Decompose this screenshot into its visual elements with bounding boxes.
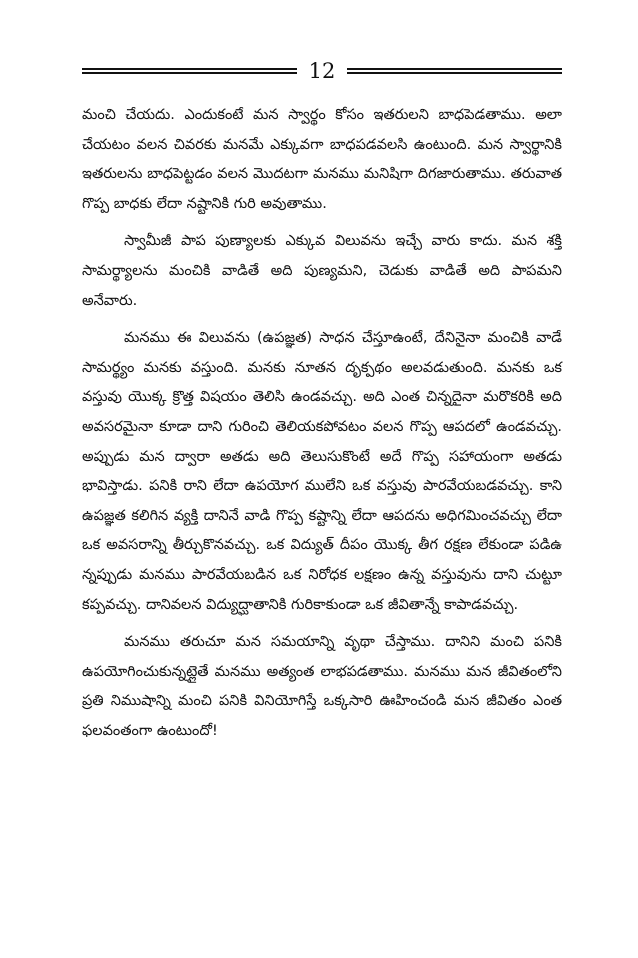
header-rule-right: [347, 68, 562, 74]
header-rule-left: [82, 68, 297, 74]
paragraph-1: మంచి చేయదు. ఎందుకంటే మన స్వార్థం కోసం ఇతరులని బాధపెడతాము. అలా చేయటం వలన చివరకు మనమే ఎక్కువగా బాధపడవలసి ఉంటుంది. మన స్వార్థానికి ఇతరులను బాధపెట్టడం వలన మొదటగా మనము మనిషిగా దిగజారుతాము. తరువాత గొప్ప బాధకు లేదా నష్టానికి గురి అవుతాము.: [82, 107, 562, 212]
paragraph-2: స్వామీజీ పాప పుణ్యాలకు ఎక్కువ విలువను ఇచ్చే వారు కాదు. మన శక్తి సామర్థ్యాలను మంచికి వాడితే అది పుణ్యమని, చెడుకు వాడితే అది పాపమని అనేవారు.: [82, 233, 562, 309]
paragraph-3: మనము ఈ విలువను (ఉపజ్ఞత) సాధన చేస్తూఉంటే, దేనినైనా మంచికి వాడే సామర్థ్యం మనకు వస్తుంది. మనకు నూతన దృక్పథం అలవడుతుంది. మనకు ఒక వస్తువు యొక్క క్రొత్త విషయం తెలిసి ఉండవచ్చు. అది ఎంత చిన్నదైనా మరొకరికి అది అవసరమైనా కూడా దాని గురించి తెలియకపోవటం వలన గొప్ప ఆపదలో ఉండవచ్చు. అప్పుడు మన ద్వారా అతడు అది తెలుసుకొంటే అదే గొప్ప సహాయంగా అతడు భావిస్తాడు. పనికి రాని లేదా ఉపయోగ ములేని ఒక వస్తువు పారవేయబడవచ్చు. కాని ఉపజ్ఞత కలిగిన వ్యక్తి దానినే వాడి గొప్ప కష్టాన్ని లేదా ఆపదను అధిగమించవచ్చు లేదా ఒక అవసరాన్ని తీర్చుకొనవచ్చు. ఒక విద్యుత్ దీపం యొక్క తీగ రక్షణ లేకుండా పడిఉ న్నప్పుడు మనము పారవేయబడిన ఒక నిరోధక లక్షణం ఉన్న వస్తువును దాని చుట్టూ కప్పవచ్చు. దానివలన విద్యుద్ఘాతానికి గురికాకుండా ఒక జీవితాన్నే కాపాడవచ్చు.: [82, 330, 562, 613]
paragraph-4: మనము తరుచూ మన సమయాన్ని వృథా చేస్తాము. దానిని మంచి పనికి ఉపయోగించుకున్నట్లైతే మనము అత్యంత లాభపడతాము. మనము మన జీవితంలోని ప్రతి నిముషాన్ని మంచి పనికి వినియోగిస్తే ఒక్కసారి ఊహించండి మన జీవితం ఎంత ఫలవంతంగా ఉంటుందో!: [82, 634, 562, 739]
page-header: [82, 58, 562, 84]
page-body: [82, 101, 562, 754]
page-number: 12: [308, 59, 336, 83]
